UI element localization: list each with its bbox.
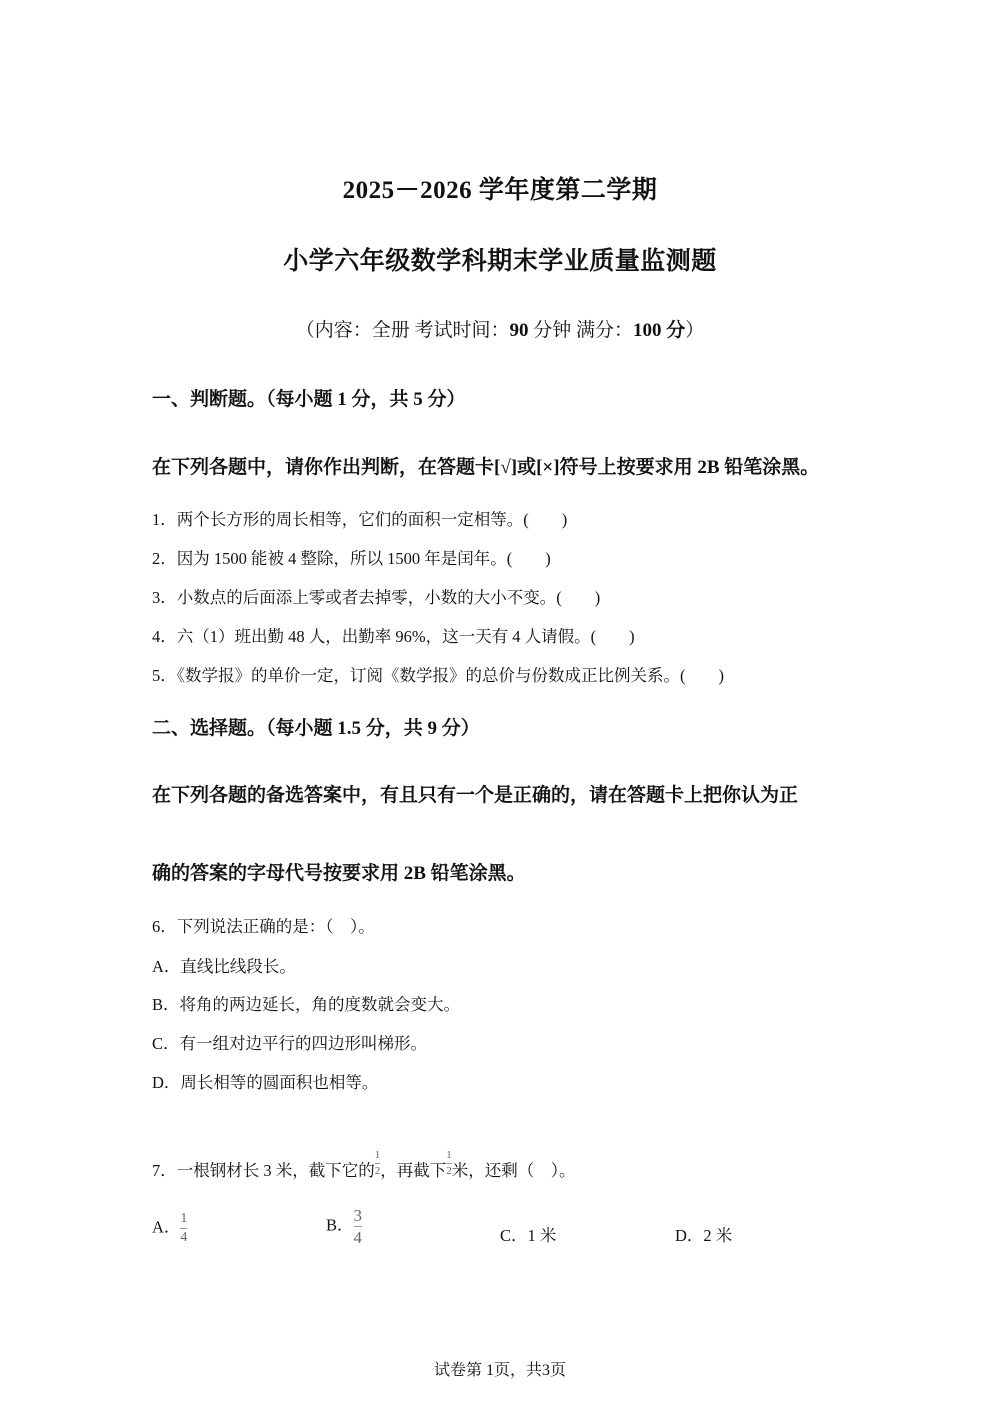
page-footer: 试卷第 1页，共3页 bbox=[433, 1362, 566, 1379]
question-item: 2．因为 1500 能被 4 整除，所以 1500 年是闰年。( ) bbox=[152, 549, 551, 568]
exam-time-unit: 分钟 满分： bbox=[528, 320, 633, 341]
question-7-stem bbox=[152, 1148, 576, 1186]
fraction-denominator: 2 bbox=[446, 1164, 452, 1177]
fraction-three-quarters bbox=[354, 1207, 363, 1246]
fraction-one-half bbox=[375, 1150, 381, 1177]
fraction-denominator: 4 bbox=[180, 1230, 188, 1245]
question-7-option-a bbox=[152, 1212, 187, 1245]
fraction-numerator: 1 bbox=[374, 1148, 381, 1161]
exam-info bbox=[0, 315, 1000, 342]
section1-heading: 一、判断题。（每小题 1 分，共 5 分） bbox=[152, 389, 466, 410]
fraction-denominator: 4 bbox=[353, 1228, 363, 1247]
question-7-option-c: C．1 米 bbox=[500, 1226, 557, 1245]
fraction-bar bbox=[375, 1163, 381, 1164]
fraction-bar bbox=[180, 1228, 187, 1229]
fraction-numerator: 1 bbox=[446, 1148, 452, 1161]
question-7-option-b bbox=[326, 1207, 362, 1246]
fraction-numerator: 1 bbox=[180, 1211, 188, 1226]
exam-title-line2: 小学六年级数学科期末学业质量监测题 bbox=[283, 248, 717, 275]
question-6-option-a: A．直线比线段长。 bbox=[152, 957, 296, 976]
fraction-bar bbox=[354, 1226, 363, 1227]
exam-time-value: 90 bbox=[509, 320, 529, 341]
question-7-stem-part2: ，再截下 bbox=[380, 1161, 447, 1180]
question-7-option-d: D．2 米 bbox=[675, 1226, 733, 1245]
exam-title-line1: 2025－2026 学年度第二学期 bbox=[342, 177, 658, 204]
exam-info-close: ） bbox=[685, 320, 705, 341]
question-item: 1．两个长方形的周长相等，它们的面积一定相等。( ) bbox=[152, 510, 568, 529]
question-item: 3．小数点的后面添上零或者去掉零，小数的大小不变。( ) bbox=[152, 588, 601, 607]
section1-instruction: 在下列各题中，请你作出判断，在答题卡[√]或[×]符号上按要求用 2B 铅笔涂黑。 bbox=[152, 457, 820, 478]
question-item: 4．六（1）班出勤 48 人，出勤率 96%，这一天有 4 人请假。( ) bbox=[152, 627, 635, 646]
section2-instruction-line1: 在下列各题的备选答案中，有且只有一个是正确的，请在答题卡上把你认为正 bbox=[152, 785, 799, 806]
fraction-one-half bbox=[446, 1150, 452, 1177]
question-6-option-c: C．有一组对边平行的四边形叫梯形。 bbox=[152, 1034, 428, 1053]
section2-heading: 二、选择题。（每小题 1.5 分，共 9 分） bbox=[152, 718, 480, 739]
question-7-stem-part1: 7．一根钢材长 3 米，截下它的 bbox=[152, 1161, 375, 1180]
exam-score-value: 100 分 bbox=[633, 320, 686, 341]
question-6-option-d: D．周长相等的圆面积也相等。 bbox=[152, 1073, 379, 1092]
exam-info-open: （内容：全册 考试时间： bbox=[295, 320, 510, 341]
option-label: B． bbox=[326, 1215, 354, 1235]
question-7-stem-part3: 米，还剩（ ）。 bbox=[451, 1161, 576, 1180]
section2-instruction-line2: 确的答案的字母代号按要求用 2B 铅笔涂黑。 bbox=[152, 863, 526, 884]
fraction-denominator: 2 bbox=[374, 1164, 381, 1177]
question-item: 5．《数学报》的单价一定，订阅《数学报》的总价与份数成正比例关系。( ) bbox=[152, 666, 724, 685]
question-6-stem: 6．下列说法正确的是：（ ）。 bbox=[152, 917, 375, 936]
option-label: A． bbox=[152, 1217, 181, 1237]
fraction-one-quarter bbox=[180, 1212, 187, 1245]
fraction-numerator: 3 bbox=[353, 1206, 363, 1225]
question-6-option-b: B．将角的两边延长，角的度数就会变大。 bbox=[152, 995, 461, 1014]
fraction-bar bbox=[446, 1163, 452, 1164]
